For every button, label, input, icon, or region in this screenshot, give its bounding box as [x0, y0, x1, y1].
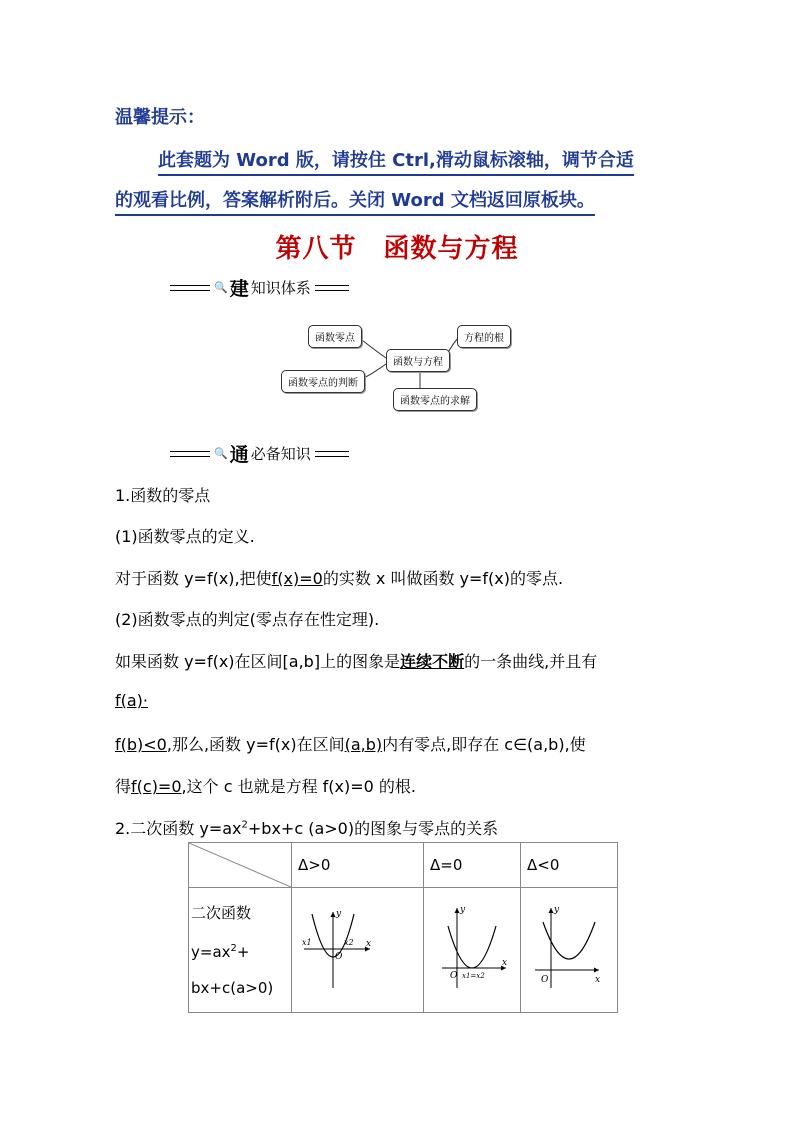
para-definition — [115, 566, 563, 589]
row-label-cell — [189, 888, 292, 1013]
mind-map-node-zero: 函数零点 — [308, 325, 362, 348]
tip-line-2: 的观看比例，答案解析附后。关闭 Word 文档返回原板块。 — [115, 186, 595, 216]
text: 如果函数 y=f(x)在区间[a,b]上的图象是 — [115, 652, 401, 671]
text: 对于函数 y=f(x),把使 — [115, 569, 272, 588]
tip-line-1: 此套题为 Word 版，请按住 Ctrl,滑动鼠标滚轴，调节合适 — [158, 146, 634, 176]
diagonal-header-cell — [189, 843, 292, 888]
connector-judge — [364, 364, 386, 378]
origin-label: O — [450, 971, 458, 981]
quadratic-relation-table — [188, 842, 618, 1013]
x-axis-arrow — [594, 968, 599, 973]
row-label-line-3: bx+c(a>0) — [191, 978, 274, 997]
x-label: x — [502, 958, 508, 968]
blank-answer: f(b)<0 — [115, 735, 167, 754]
text: 得 — [115, 777, 132, 796]
blank-answer: 连续不断 — [400, 652, 465, 671]
text: ,这个 c 也就是方程 f(x)=0 的根. — [181, 777, 417, 796]
header-label: 必备知识 — [250, 445, 311, 463]
origin-label: O — [335, 952, 343, 962]
double-rule-right — [315, 451, 349, 457]
mind-map-center: 函数与方程 — [386, 349, 450, 372]
text: y=ax — [191, 942, 231, 961]
connector-zero — [362, 340, 386, 358]
mind-map-node-solve: 函数零点的求解 — [393, 388, 477, 411]
col-header-zero: Δ=0 — [424, 843, 521, 888]
mind-map — [0, 0, 794, 420]
row-label-line-2 — [191, 931, 291, 970]
text: 2.二次函数 y=ax — [115, 819, 242, 838]
y-label: y — [554, 905, 560, 915]
para-theorem-2 — [115, 691, 148, 710]
blank-answer: f(c)=0 — [131, 777, 182, 796]
mind-map-node-root: 方程的根 — [457, 325, 511, 348]
graph-cell-zero — [424, 888, 521, 1013]
magnifier-icon: 🔍 — [214, 447, 228, 460]
y-axis-arrow — [455, 908, 460, 913]
y-label: y — [336, 909, 342, 919]
graph-one-root — [424, 888, 514, 1012]
origin-label: O — [541, 975, 549, 985]
row-label-line-1: 二次函数 — [191, 903, 252, 922]
heading-quadratic — [115, 816, 498, 839]
heading-zero-point: 1.函数的零点 — [115, 486, 211, 505]
graph-two-roots — [292, 888, 417, 1012]
graph-cell-positive — [292, 888, 424, 1013]
para-definition-title: (1)函数零点的定义. — [115, 527, 255, 546]
double-root-label: x1=x2 — [462, 972, 485, 980]
y-label: y — [460, 905, 466, 915]
section-title: 第八节 函数与方程 — [275, 234, 519, 264]
blank-answer: f(a)· — [115, 691, 149, 710]
text: + — [236, 942, 250, 961]
x-label: x — [366, 939, 372, 949]
x-label: x — [595, 975, 601, 985]
tip-title: 温馨提示： — [115, 107, 205, 128]
seal-char: 建 — [229, 278, 249, 300]
y-axis-arrow — [331, 912, 336, 917]
double-rule-left — [170, 451, 210, 457]
text: 内有零点,即存在 c∈(a,b),使 — [382, 735, 586, 754]
y-axis-arrow — [549, 908, 554, 913]
text: +bx+c (a>0)的图象与零点的关系 — [247, 819, 499, 838]
essential-knowledge-header — [170, 440, 349, 467]
col-header-positive: Δ>0 — [292, 843, 424, 888]
blank-answer: f(x)=0 — [271, 569, 323, 588]
parabola-curve — [448, 926, 496, 968]
text: 的一条曲线,并且有 — [464, 652, 598, 671]
root-x2-label: x2 — [344, 938, 354, 947]
blank-answer: (a,b) — [344, 735, 383, 754]
graph-no-root — [521, 888, 611, 1012]
seal-char: 通 — [229, 444, 249, 466]
diagonal-line — [189, 843, 291, 887]
root-x1-label: x1 — [302, 938, 312, 947]
graph-cell-negative — [521, 888, 618, 1013]
mind-map-node-judge: 函数零点的判断 — [281, 370, 365, 393]
text: 的实数 x 叫做函数 y=f(x)的零点. — [322, 569, 564, 588]
text: ,那么,函数 y=f(x)在区间 — [166, 735, 345, 754]
para-theorem-3 — [115, 732, 586, 755]
superscript: 2 — [230, 942, 237, 954]
para-theorem-1 — [115, 649, 597, 672]
col-header-negative: Δ<0 — [521, 843, 618, 888]
header-label: 知识体系 — [250, 279, 311, 297]
magnifier-icon: 🔍 — [214, 281, 228, 294]
para-theorem-title: (2)函数零点的判定(零点存在性定理). — [115, 610, 380, 629]
superscript: 2 — [241, 819, 248, 831]
para-theorem-4 — [115, 774, 416, 797]
